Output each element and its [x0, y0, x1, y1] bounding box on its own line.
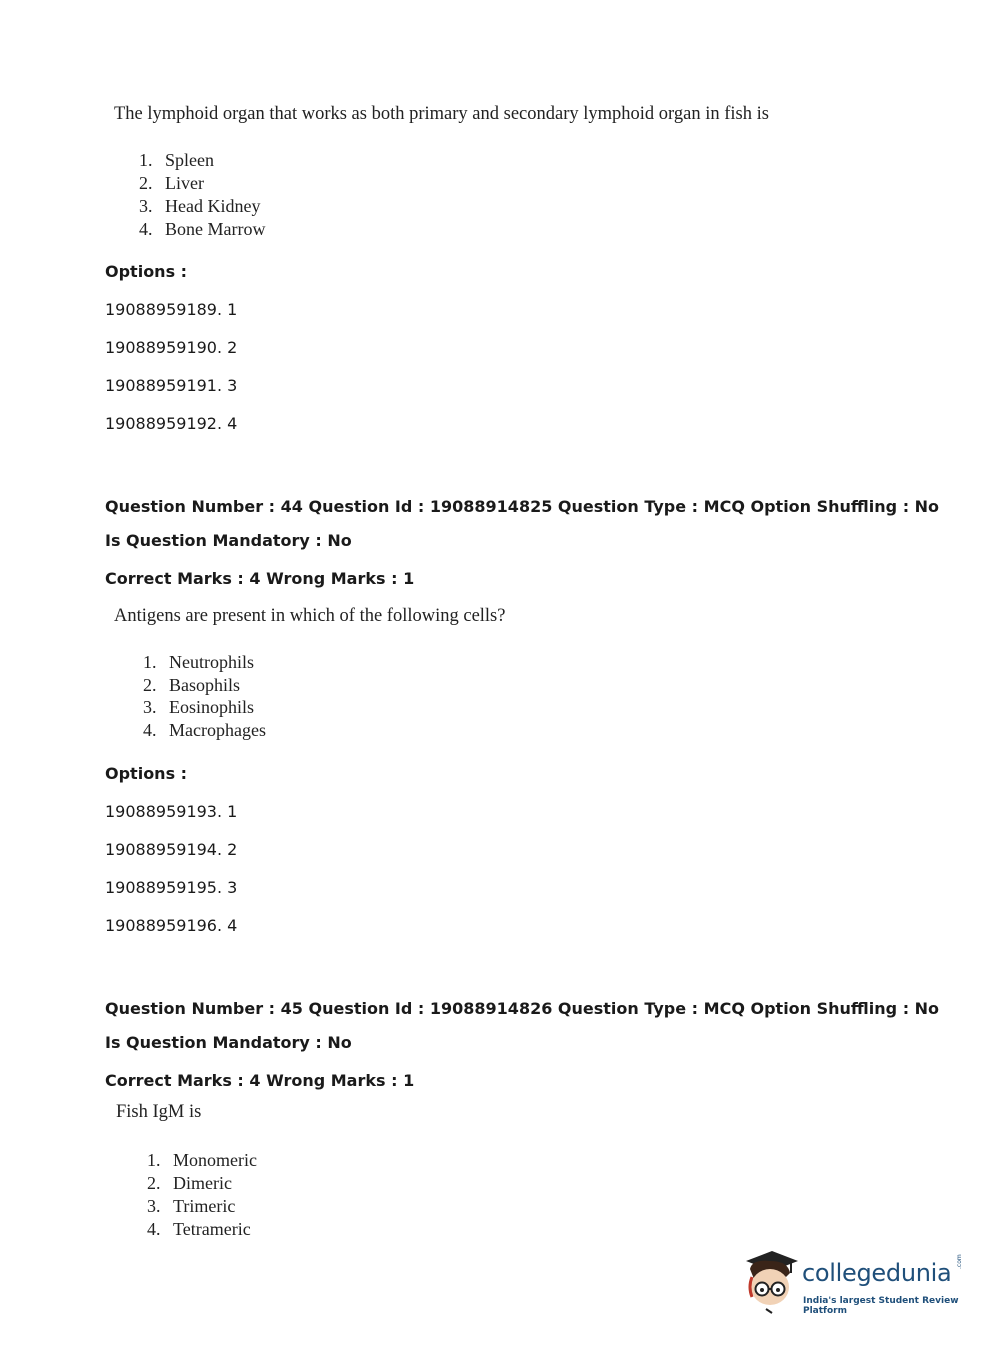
- choice-item: 3. Trimeric: [147, 1196, 236, 1216]
- question-marks: Correct Marks : 4 Wrong Marks : 1: [105, 569, 415, 588]
- question-mandatory: Is Question Mandatory : No: [105, 1033, 352, 1052]
- option-id: 19088959193. 1: [105, 802, 238, 821]
- options-label: Options :: [105, 764, 188, 783]
- option-id: 19088959191. 3: [105, 376, 238, 395]
- question-text: Fish IgM is: [116, 1102, 202, 1122]
- choice-item: 1. Neutrophils: [143, 652, 254, 672]
- student-mascot-icon: [740, 1247, 800, 1319]
- option-id: 19088959194. 2: [105, 840, 238, 859]
- choice-item: 3. Head Kidney: [139, 196, 261, 216]
- choice-item: 1. Monomeric: [147, 1150, 257, 1170]
- question-marks: Correct Marks : 4 Wrong Marks : 1: [105, 1071, 415, 1090]
- choice-item: 2. Basophils: [143, 675, 241, 695]
- question-text: The lymphoid organ that works as both primary and secondary lymphoid organ in fish is: [114, 104, 769, 124]
- logo-dotcom: .com: [956, 1254, 963, 1269]
- choice-item: 2. Dimeric: [147, 1173, 232, 1193]
- choice-item: 2. Liver: [139, 173, 204, 193]
- choice-item: 1. Spleen: [139, 150, 214, 170]
- choice-item: 4. Bone Marrow: [139, 219, 266, 239]
- option-id: 19088959189. 1: [105, 300, 238, 319]
- option-id: 19088959192. 4: [105, 414, 238, 433]
- question-text: Antigens are present in which of the following cells?: [114, 606, 506, 626]
- question-header: Question Number : 45 Question Id : 19088914826 Question Type : MCQ Option Shuffling : No: [105, 999, 940, 1018]
- option-id: 19088959195. 3: [105, 878, 238, 897]
- logo-tagline: India's largest Student Review Platform: [803, 1296, 959, 1316]
- choice-item: 4. Tetrameric: [147, 1219, 251, 1239]
- question-mandatory: Is Question Mandatory : No: [105, 531, 352, 550]
- logo-wordmark: collegedunia: [802, 1259, 952, 1287]
- choice-item: 4. Macrophages: [143, 720, 266, 740]
- choice-item: 3. Eosinophils: [143, 697, 255, 717]
- question-header: Question Number : 44 Question Id : 19088914825 Question Type : MCQ Option Shuffling : No: [105, 497, 940, 516]
- option-id: 19088959196. 4: [105, 916, 238, 935]
- collegedunia-logo: [740, 1247, 970, 1319]
- option-id: 19088959190. 2: [105, 338, 238, 357]
- options-label: Options :: [105, 262, 188, 281]
